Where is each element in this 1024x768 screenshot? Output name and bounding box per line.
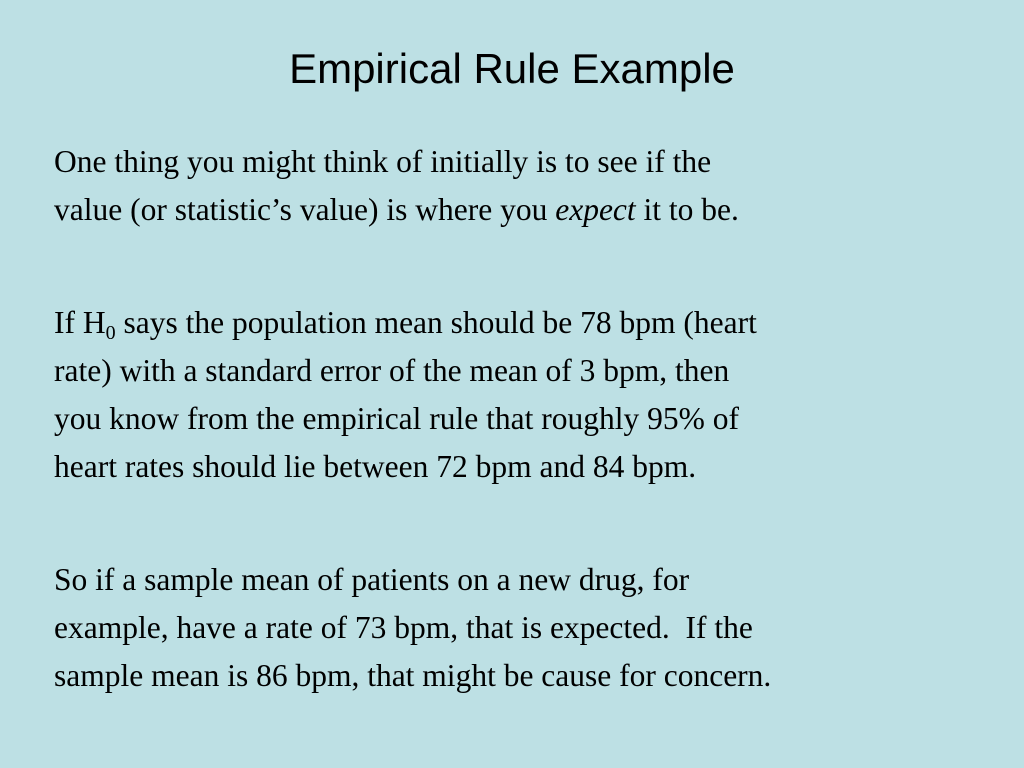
- paragraph-intro-line-2: [54, 186, 994, 234]
- slide-title: Empirical Rule Example: [289, 45, 735, 92]
- paragraph-hypothesis-line-3: you know from the empirical rule that roughly 95% of: [54, 401, 739, 436]
- paragraph-hypothesis: [54, 299, 994, 491]
- paragraph-conclusion-line-1: So if a sample mean of patients on a new drug, for: [54, 562, 690, 597]
- hypothesis-line-1-rest: says the population mean should be 78 bpm (heart: [115, 305, 757, 340]
- paragraph-intro-line-1: One thing you might think of initially is to see if the: [54, 144, 712, 179]
- hypothesis-subscript: 0: [105, 322, 116, 344]
- hypothesis-prefix: If H: [54, 305, 106, 340]
- paragraph-intro-line-2-end: it to be.: [635, 192, 739, 227]
- paragraph-intro: [54, 138, 994, 234]
- paragraph-intro-line-2-start: value (or statistic’s value) is where you: [54, 192, 556, 227]
- emphasis-expect: expect: [555, 192, 636, 227]
- paragraph-hypothesis-line-4: heart rates should lie between 72 bpm and 84 bpm.: [54, 449, 697, 484]
- paragraph-conclusion-line-3: sample mean is 86 bpm, that might be cause for concern.: [54, 658, 772, 693]
- paragraph-conclusion: [54, 556, 994, 700]
- paragraph-conclusion-line-2: example, have a rate of 73 bpm, that is expected. If the: [54, 610, 753, 645]
- paragraph-hypothesis-line-1: [54, 299, 994, 347]
- paragraph-hypothesis-line-2: rate) with a standard error of the mean of 3 bpm, then: [54, 353, 730, 388]
